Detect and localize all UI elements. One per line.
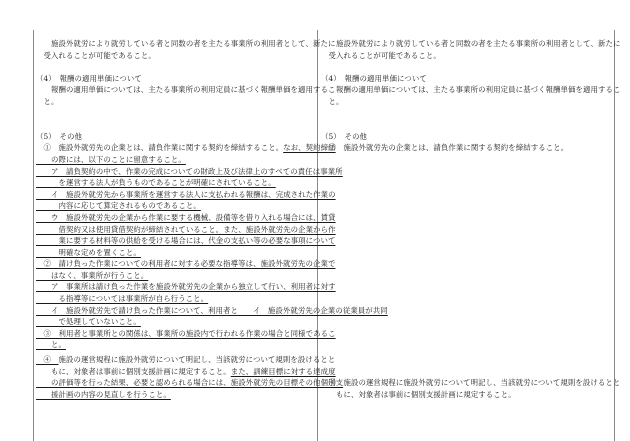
left-item-4-line-4: 援計画の内容の見直しを行うこと。 xyxy=(36,389,171,399)
revised-line: る指導等については事業所が自ら行うこと。 xyxy=(36,294,209,304)
revised-line: ウ 施設外就労先の企業から作業に要する機械、設備等を借り入れる場合には、賃貸 xyxy=(36,212,336,222)
right-column xyxy=(321,38,620,400)
revised-line: 明確な定めを置くこと。 xyxy=(36,247,141,257)
revised-line: 借契約又は使用貸借契約が締結されていること。また、施設外就労先の企業から作 xyxy=(36,224,336,234)
left-section-4-body-1: 報酬の適用単価については、主たる事業所の利用定員に基づく報酬単価を適用するこ xyxy=(36,85,336,95)
revised-line: 内容に応じて算定されるものであること。 xyxy=(36,201,201,211)
revised-line: ② 請け負った作業についての利用者に対する必要な指導等は、施設外就労先の企業で xyxy=(36,259,336,269)
left-intro-line-1: 施設外就労により就労している者と同数の者を主たる事業所の利用者として、新たに xyxy=(36,39,336,48)
right-section-4-heading: （4） 報酬の適用単価について xyxy=(321,73,427,83)
right-intro-line-2: 受入れることが可能であること。 xyxy=(321,50,441,60)
left-section-4-heading: （4） 報酬の適用単価について xyxy=(36,73,142,83)
item-4-text: 施設の運営規程に施設外就労について明記し、当該就労について規則を設けるとと xyxy=(58,355,336,365)
item-1-added-text: なお、契約締結 xyxy=(283,143,336,153)
revised-line: ③ 利用者と事業所との関係は、事業所の施設内で行われる作業の場合と同様であるこ xyxy=(36,328,336,338)
revised-line: ア 請負契約の中で、作業の完成についての財政上及び法律上のすべての責任は事業所 xyxy=(36,166,343,176)
right-item-4-line-2: もに、対象者は事前に個別支援計画に規定すること。 xyxy=(321,389,516,399)
left-section-5-heading: （5） その他 xyxy=(36,131,83,141)
right-section-4-body-1: 報酬の適用単価については、主たる事業所の利用定員に基づく報酬単価を適用するこ xyxy=(321,85,621,95)
right-intro-line-1: 施設外就労により就労している者と同数の者を主たる事業所の利用者として、新たに xyxy=(321,39,621,48)
revised-line: で処理していないこと。 xyxy=(36,317,141,327)
revised-line: の際には、以下のことに留意すること。 xyxy=(36,154,186,164)
left-border-line xyxy=(33,30,34,441)
left-intro-line-2: 受入れることが可能であること。 xyxy=(36,50,156,60)
left-item-4-line-3: の評価等を行った結果、必要と認められる場合には、施設外就労先の目標その他個別支 xyxy=(36,378,344,388)
revised-line: 業に要する材料等の供給を受ける場合には、代金の支払い等の必要な事項について xyxy=(36,236,336,246)
right-item-1: ① 施設外就労先の企業とは、請負作業に関する契約を締結すること。 xyxy=(321,143,569,153)
item-1-text: ① 施設外就労先の企業とは、請負作業に関する契約を締結すること。 xyxy=(36,143,284,153)
item-4-added-text: また、訓練目標に対する達成度 xyxy=(230,366,336,376)
revised-line: と。 xyxy=(36,340,66,350)
revised-line: はなく、事業所が行うこと。 xyxy=(36,270,149,280)
item-4-number: ④ xyxy=(36,355,59,365)
right-item-4-line-1: ④ 施設の運営規程に施設外就労について明記し、当該就労について規則を設けるとと xyxy=(321,377,621,387)
right-section-4-body-2: と。 xyxy=(321,96,344,106)
revised-line: ア 事業所は請け負った作業を施設外就労先の企業から独立して行い、利用者に対す xyxy=(36,282,336,292)
item-4-text: もに、対象者は事前に個別支援計画に規定すること。 xyxy=(36,366,231,376)
revised-text: イ 施設外就労先の企業の従業員が共同 xyxy=(237,305,388,315)
revised-line: イ 施設外就労先から事業所を運営する法人に支払われる報酬は、完成された作業の xyxy=(36,189,336,199)
left-section-4-body-2: と。 xyxy=(36,96,59,106)
revised-line: を運営する法人が負うものであることが明確にされていること。 xyxy=(36,178,276,188)
right-section-5-heading: （5） その他 xyxy=(321,131,368,141)
revised-text: イ 施設外就労先で請け負った作業について、利用者と xyxy=(36,305,238,315)
